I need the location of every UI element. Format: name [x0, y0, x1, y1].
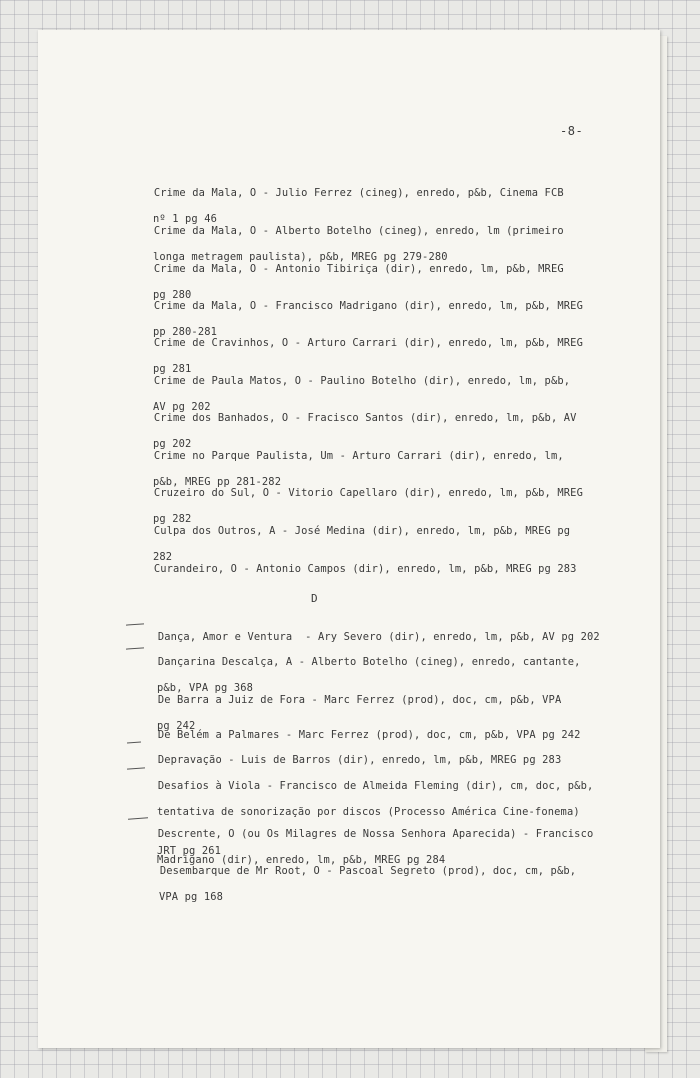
entry-line: Desembarque de Mr Root, O - Pascoal Segreto (prod), doc, cm, p&b, — [159, 865, 577, 877]
entry-line: Depravação - Luis de Barros (dir), enredo, lm, p&b, MREG pg 283 — [157, 754, 562, 766]
page-number: -8- — [560, 124, 584, 138]
entry-line: pg 280 — [153, 289, 192, 301]
entry-line: Cruzeiro do Sul, O - Vitorio Capellaro (dir), enredo, lm, p&b, MREG — [153, 487, 583, 499]
entry-line: Descrente, O (ou Os Milagres de Nossa Senhora Aparecida) - Francisco — [157, 828, 594, 840]
entry-line: Dança, Amor e Ventura - Ary Severo (dir), enredo, lm, p&b, AV pg 202 — [157, 631, 600, 643]
entry-line: Crime dos Banhados, O - Fracisco Santos (dir), enredo, lm, p&b, AV — [153, 412, 577, 424]
entry-line: pg 242 — [157, 720, 196, 732]
entry-danca-amor-e-ventura — [145, 618, 600, 644]
entry-line: Culpa dos Outros, A - José Medina (dir), enredo, lm, p&b, MREG pg — [153, 525, 571, 537]
entry-line: De Belém a Palmares - Marc Ferrez (prod), doc, cm, p&b, VPA pg 242 — [157, 729, 581, 741]
entry-line: p&b, MREG pp 281-282 — [153, 476, 282, 488]
entry-de-belem-a-palmares — [145, 716, 581, 742]
entry-line: tentativa de sonorização por discos (Processo América Cine-fonema) — [157, 806, 580, 818]
entry-line: p&b, VPA pg 368 — [157, 682, 254, 694]
entry-line: Curandeiro, O - Antonio Campos (dir), enredo, lm, p&b, MREG pg 283 — [153, 563, 577, 575]
entry-curandeiro — [141, 550, 577, 576]
entry-line: Crime de Cravinhos, O - Arturo Carrari (dir), enredo, lm, p&b, MREG — [153, 337, 583, 349]
entry-line: Dançarina Descalça, A - Alberto Botelho (cineg), enredo, cantante, — [157, 656, 581, 668]
entry-line: pp 280-281 — [153, 326, 218, 338]
entry-line: pg 202 — [153, 438, 192, 450]
entry-line: AV pg 202 — [153, 401, 211, 413]
entry-line: Crime da Mala, O - Antonio Tibiriça (dir), enredo, lm, p&b, MREG — [153, 263, 564, 275]
entry-line: Crime da Mala, O - Julio Ferrez (cineg), enredo, p&b, Cinema FCB — [153, 187, 564, 199]
entry-line: VPA pg 168 — [159, 891, 224, 903]
entry-line: Crime no Parque Paulista, Um - Arturo Carrari (dir), enredo, lm, — [153, 450, 564, 462]
entry-line: Desafios à Viola - Francisco de Almeida Fleming (dir), cm, doc, p&b, — [157, 780, 594, 792]
entry-line: JRT pg 261 — [157, 845, 222, 857]
entry-line: De Barra a Juiz de Fora - Marc Ferrez (prod), doc, cm, p&b, VPA — [157, 694, 562, 706]
entry-line: Crime da Mala, O - Francisco Madrigano (dir), enredo, lm, p&b, MREG — [153, 300, 583, 312]
entry-depravacao — [145, 741, 561, 767]
entry-line: pg 281 — [153, 363, 192, 375]
entry-line: longa metragem paulista), p&b, MREG pg 279-280 — [153, 251, 448, 263]
entry-desembarque-de-mr-root — [147, 852, 576, 917]
entry-line: Madrigano (dir), enredo, lm, p&b, MREG pg 284 — [157, 854, 446, 866]
entry-line: Crime da Mala, O - Alberto Botelho (cineg), enredo, lm (primeiro — [153, 225, 564, 237]
entry-line: pg 282 — [153, 513, 192, 525]
section-letter-d: D — [311, 592, 318, 605]
entry-line: 282 — [153, 551, 173, 563]
entry-line: Crime de Paula Matos, O - Paulino Botelho (dir), enredo, lm, p&b, — [153, 375, 571, 387]
entry-line: nº 1 pg 46 — [153, 213, 218, 225]
